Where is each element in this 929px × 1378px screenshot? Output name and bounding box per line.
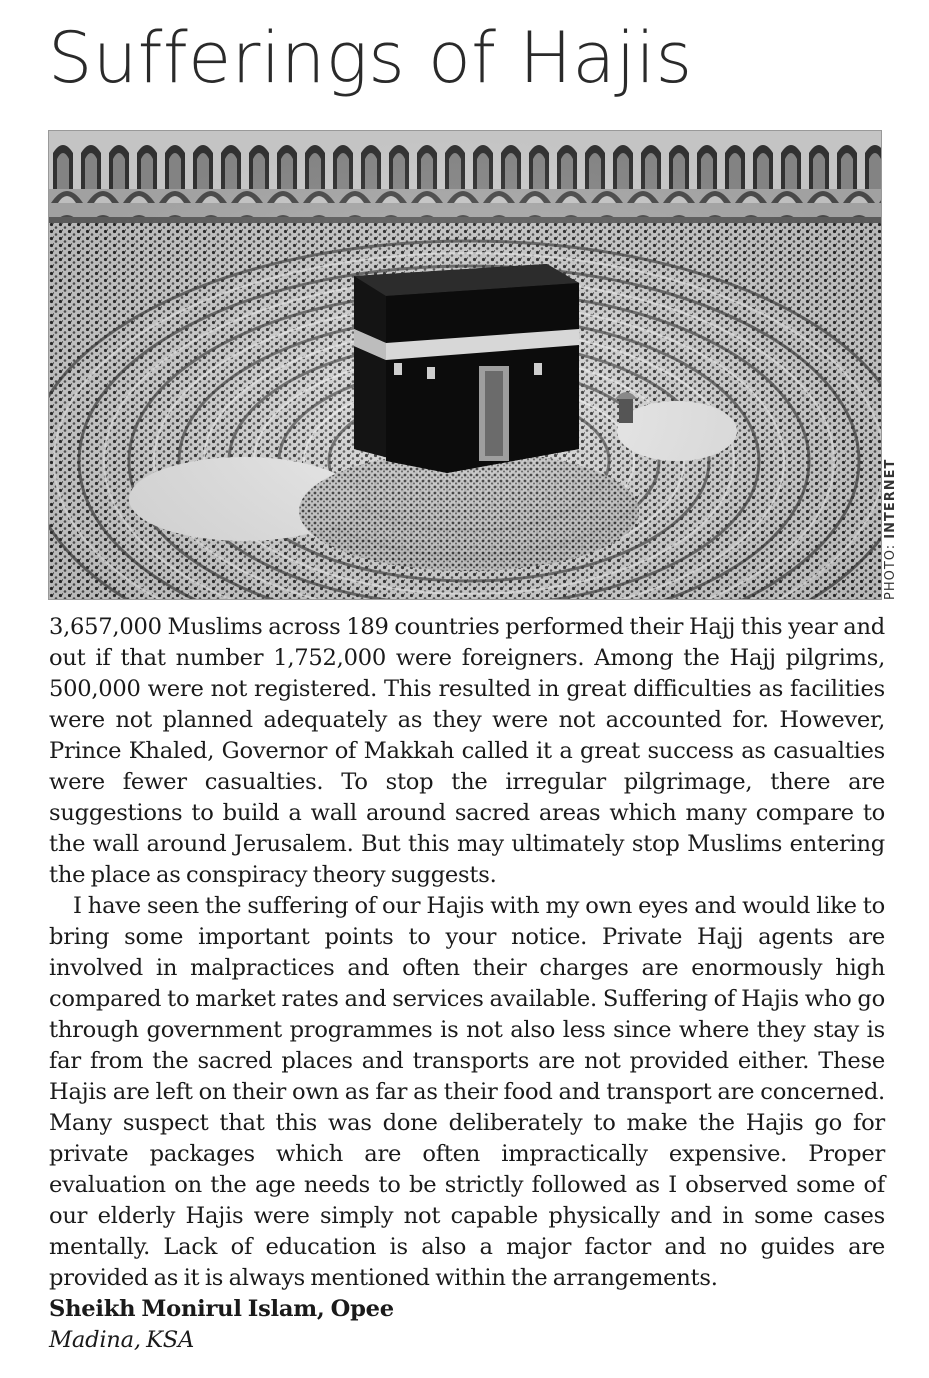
author-name: Sheikh Monirul Islam, Opee	[49, 1296, 394, 1322]
author-location: Madina, KSA	[49, 1327, 195, 1353]
kaaba-photo-illustration	[49, 131, 882, 600]
article-body	[49, 612, 885, 1356]
kaaba	[354, 264, 579, 473]
article-paragraph-1: 3,657,000 Muslims across 189 countries performed their Hajj this year and out if that number 1,752,000 were foreigners. Among the Hajj pilgrims, 500,000 were not registered. This resulted in great difficulties as facilities were not planned adequately as they were not accounted for. However, Prince Khaled, Governor of Makkah called it a great success as casualties were fewer casualties. To stop the irregular pilgrimage, there are suggestions to build a wall around sacred areas which many compare to the wall around Jerusalem. But this may ultimately stop Muslims entering the place as conspiracy theory suggests.	[49, 614, 885, 888]
headline: Sufferings of Hajis	[48, 17, 693, 99]
photo-credit	[883, 440, 903, 600]
article-paragraph-2: I have seen the suffering of our Hajis with my own eyes and would like to bring some important points to your notice. Private Hajj agents are involved in malpractices and often their charges are enormously high compared to market rates and services available. Suffering of Hajis who go through government programmes is not also less since where they stay is far from the sacred places and transports are not provided either. These Hajis are left on their own as far as their food and transport are concerned. Many suspect that this was done deliberately to make the Hajis go for private packages which are often impractically expensive. Proper evaluation on the age needs to be strictly followed as I observed some of our elderly Hajis were simply not capable physically and in some cases mentally. Lack of education is also a major factor and no guides are provided as it is always mentioned within the arrangements.	[49, 893, 885, 1291]
photo-credit-source: INTERNET	[883, 458, 898, 539]
kaaba-photo	[48, 130, 882, 600]
photo-credit-label: PHOTO:	[883, 538, 898, 600]
